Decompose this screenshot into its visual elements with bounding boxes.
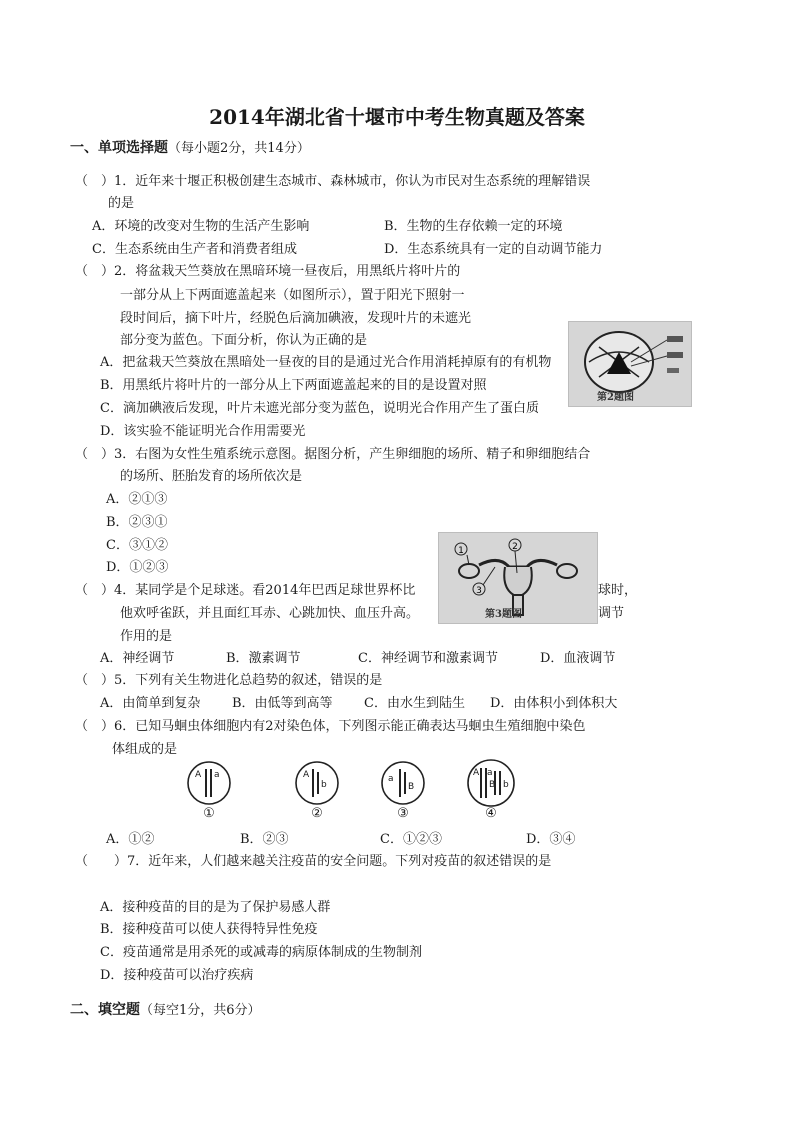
- q2-figure-caption: 第2题图: [597, 392, 634, 403]
- q2-option-c[interactable]: C．滴加碘液后发现，叶片未遮光部分变为蓝色，说明光合作用产生了蛋白质: [100, 401, 539, 416]
- q6-option-b[interactable]: B．②③: [240, 832, 289, 847]
- q4-stem-line2a: 他欢呼雀跃，并且面红耳赤、心跳加快、血压升高。: [120, 606, 420, 621]
- q3-reproductive-figure: [438, 532, 598, 624]
- q5-option-a[interactable]: A．由简单到复杂: [100, 696, 201, 711]
- q6-stem-line2: 体组成的是: [112, 742, 178, 757]
- q6-cell-1-label-left: A: [195, 770, 202, 780]
- q6-cell-4-label-4: b: [503, 780, 509, 790]
- q3-stem-line2: 的场所、胚胎发育的场所依次是: [120, 469, 303, 484]
- section-1-title: 一、单项选择题: [70, 140, 168, 156]
- q3-stem-line1: （ ）3．右图为女性生殖系统示意图。据图分析，产生卵细胞的场所、精子和卵细胞结合: [75, 447, 591, 462]
- q6-cell-4-label-3: B: [489, 780, 496, 790]
- q1-option-a[interactable]: A．环境的改变对生物的生活产生影响: [92, 219, 310, 234]
- q2-stem-line1: （ ）2．将盆栽天竺葵放在黑暗环境一昼夜后，用黑纸片将叶片的: [75, 264, 461, 279]
- q4-option-b[interactable]: B．激素调节: [226, 651, 301, 666]
- q5-stem: （ ）5．下列有关生物进化总趋势的叙述，错误的是: [75, 673, 383, 688]
- q1-option-c[interactable]: C．生态系统由生产者和消费者组成: [92, 242, 297, 257]
- q7-option-c[interactable]: C．疫苗通常是用杀死的或减毒的病原体制成的生物制剂: [100, 945, 422, 960]
- q3-option-c[interactable]: C．③①②: [106, 538, 168, 553]
- q6-cell-2-number: ②: [311, 806, 323, 821]
- q6-cell-1-label-right: a: [214, 770, 220, 780]
- section-2-title: 二、填空题: [70, 1002, 140, 1018]
- q2-stem-line2: 一部分从上下两面遮盖起来（如图所示），置于阳光下照射一: [120, 288, 465, 303]
- q6-cell-4-label-2: a: [487, 768, 493, 778]
- q3-figure-caption: 第3题图: [485, 609, 522, 620]
- page-title: 2014年湖北省十堰市中考生物真题及答案: [209, 105, 585, 129]
- q6-cell-2-label-right: b: [321, 780, 327, 790]
- q4-stem-line1b: 球时，: [598, 583, 638, 598]
- q6-cell-3-number: ③: [397, 806, 409, 821]
- svg-text:2: 2: [512, 542, 518, 552]
- q6-cell-4-label-1: A: [473, 768, 480, 778]
- q3-option-d[interactable]: D．①②③: [106, 560, 169, 575]
- q6-cell-3-label-right: B: [408, 782, 415, 792]
- svg-text:3: 3: [476, 586, 482, 596]
- q6-cell-1: [186, 760, 232, 806]
- q5-option-d[interactable]: D．由体积小到体积大: [490, 696, 618, 711]
- q2-option-b[interactable]: B．用黑纸片将叶片的一部分从上下两面遮盖起来的目的是设置对照: [100, 378, 487, 393]
- cell-diagram-icon: [294, 760, 340, 806]
- q7-stem: （ ）7．近年来，人们越来越关注疫苗的安全问题。下列对疫苗的叙述错误的是: [75, 854, 552, 869]
- q6-cell-3-label-left: a: [388, 774, 394, 784]
- q4-option-d[interactable]: D．血液调节: [540, 651, 616, 666]
- q6-cell-4: [465, 758, 517, 808]
- q6-option-a[interactable]: A．①②: [106, 832, 155, 847]
- q6-stem-line1: （ ）6．已知马蛔虫体细胞内有2对染色体，下列图示能正确表达马蛔虫生殖细胞中染色: [75, 719, 586, 734]
- svg-text:1: 1: [458, 546, 464, 556]
- section-1-note: （每小题2分，共14分）: [168, 141, 310, 156]
- q2-stem-line3: 段时间后，摘下叶片，经脱色后滴加碘液，发现叶片的未遮光: [120, 311, 472, 326]
- q1-option-d[interactable]: D．生态系统具有一定的自动调节能力: [384, 242, 603, 257]
- section-1-heading: [70, 139, 310, 158]
- q6-cell-2-label-left: A: [303, 770, 310, 780]
- q6-cell-3: [380, 760, 426, 806]
- q1-option-b[interactable]: B．生物的生存依赖一定的环境: [384, 219, 563, 234]
- q7-option-d[interactable]: D．接种疫苗可以治疗疾病: [100, 968, 254, 983]
- q2-option-d[interactable]: D．该实验不能证明光合作用需要光: [100, 424, 306, 439]
- q4-stem-line1a: （ ）4．某同学是个足球迷。看2014年巴西足球世界杯比: [75, 583, 416, 598]
- q5-option-b[interactable]: B．由低等到高等: [232, 696, 333, 711]
- q6-option-d[interactable]: D．③④: [526, 832, 576, 847]
- q3-option-b[interactable]: B．②③①: [106, 515, 168, 530]
- section-2-note: （每空1分，共6分）: [140, 1003, 261, 1018]
- section-2-heading: [70, 1001, 261, 1020]
- cell-diagram-icon: [186, 760, 232, 806]
- q4-option-a[interactable]: A．神经调节: [100, 651, 175, 666]
- q6-cell-1-number: ①: [203, 806, 215, 821]
- q7-option-b[interactable]: B．接种疫苗可以使人获得特异性免疫: [100, 922, 318, 937]
- cell-diagram-icon: [380, 760, 426, 806]
- q4-option-c[interactable]: C．神经调节和激素调节: [358, 651, 498, 666]
- q4-stem-line2b: 调节: [598, 606, 625, 621]
- q6-cell-4-number: ④: [485, 806, 497, 821]
- q1-stem-line1: （ ）1．近年来十堰正积极创建生态城市、森林城市，你认为市民对生态系统的理解错误: [75, 174, 591, 189]
- q6-cell-2: [294, 760, 340, 806]
- q5-option-c[interactable]: C．由水生到陆生: [364, 696, 465, 711]
- q4-stem-line3: 作用的是: [120, 629, 173, 644]
- q6-option-c[interactable]: C．①②③: [380, 832, 442, 847]
- q1-stem-line2: 的是: [108, 196, 135, 211]
- q2-option-a[interactable]: A．把盆栽天竺葵放在黑暗处一昼夜的目的是通过光合作用消耗掉原有的有机物: [100, 355, 552, 370]
- q2-stem-line4: 部分变为蓝色。下面分析，你认为正确的是: [120, 333, 368, 348]
- q3-option-a[interactable]: A．②①③: [106, 492, 168, 507]
- q7-option-a[interactable]: A．接种疫苗的目的是为了保护易感人群: [100, 900, 331, 915]
- q2-leaf-figure: [568, 321, 692, 407]
